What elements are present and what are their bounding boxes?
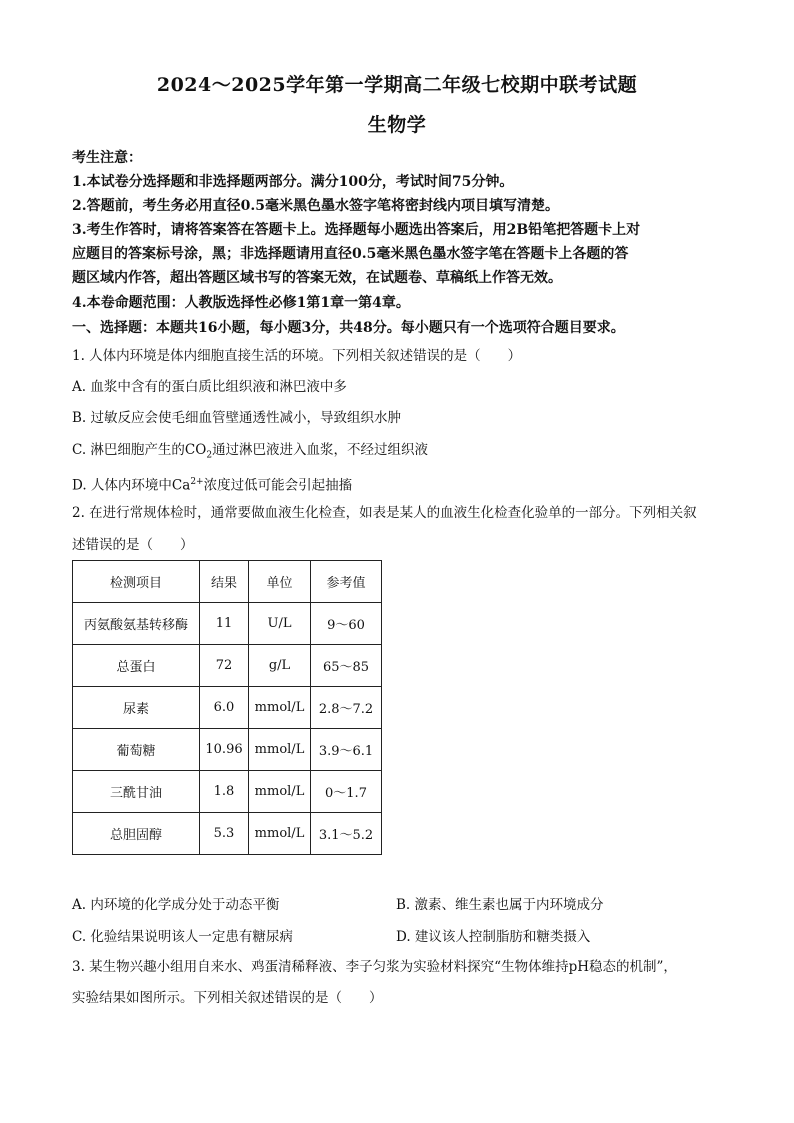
table-cell: mmol/L (249, 771, 311, 813)
question-1-option-d: D. 人体内环境中$Ca^{2+}$浓度过低可能会引起抽搐 (72, 477, 353, 494)
table-cell: 3.9～6.1 (311, 729, 382, 771)
question-3-stem-line2: 实验结果如图所示。下列相关叙述错误的是（ ） (72, 990, 383, 1006)
notice-heading: 考生注意： (72, 150, 142, 166)
lab-results-table (72, 560, 382, 855)
table-row (73, 645, 382, 687)
table-cell: 葡萄糖 (73, 729, 200, 771)
question-1-option-b: B. 过敏反应会使毛细血管壁通透性减小，导致组织水肿 (72, 410, 402, 426)
table-cell: 1.8 (200, 771, 249, 813)
subject-title: 生物学 (367, 114, 427, 136)
table-cell: U/L (249, 603, 311, 645)
exam-title: 2024～2025学年第一学期高二年级七校期中联考试题 (156, 74, 638, 96)
question-2-option-c: C. 化验结果说明该人一定患有糖尿病 (72, 929, 293, 945)
section-heading: 一、选择题：本题共16小题，每小题3分，共48分。每小题只有一个选项符合题目要求。 (72, 320, 625, 336)
notice-item-3: 3.考生作答时，请将答案答在答题卡上。选择题每小题选出答案后，用2B铅笔把答题卡上对 (72, 222, 641, 238)
table-cell: mmol/L (249, 687, 311, 729)
table-row (73, 729, 382, 771)
table-header: 检测项目 (73, 561, 200, 603)
table-cell: 9～60 (311, 603, 382, 645)
table-cell: 2.8～7.2 (311, 687, 382, 729)
question-2-option-d: D. 建议该人控制脂肪和糖类摄入 (396, 929, 591, 945)
table-cell: 6.0 (200, 687, 249, 729)
question-1-option-c: C. 淋巴细胞产生的$CO_2$通过淋巴液进入血浆，不经过组织液 (72, 442, 429, 461)
table-row (73, 603, 382, 645)
notice-item-1: 1.本试卷分选择题和非选择题两部分。满分100分，考试时间75分钟。 (72, 174, 514, 190)
table-cell: 10.96 (200, 729, 249, 771)
table-header-row (73, 561, 382, 603)
notice-item-3-cont2: 题区域内作答，超出答题区域书写的答案无效，在试题卷、草稿纸上作答无效。 (72, 270, 562, 286)
table-cell: 5.3 (200, 813, 249, 855)
table-row (73, 813, 382, 855)
table-cell: 总胆固醇 (73, 813, 200, 855)
table-cell: 72 (200, 645, 249, 687)
table-cell: 丙氨酸氨基转移酶 (73, 603, 200, 645)
table-header: 单位 (249, 561, 311, 603)
table-cell: 3.1～5.2 (311, 813, 382, 855)
table-row (73, 687, 382, 729)
table-cell: mmol/L (249, 729, 311, 771)
table-header: 结果 (200, 561, 249, 603)
question-3-stem-line1: 3. 某生物兴趣小组用自来水、鸡蛋清稀释液、李子匀浆为实验材料探究“生物体维持pH稳态的机制”， (72, 959, 677, 975)
question-2-option-a: A. 内环境的化学成分处于动态平衡 (72, 897, 280, 913)
table-row (73, 771, 382, 813)
notice-item-2: 2.答题前，考生务必用直径0.5毫米黑色墨水签字笔将密封线内项目填写清楚。 (72, 198, 559, 214)
table-cell: mmol/L (249, 813, 311, 855)
question-1-stem: 1. 人体内环境是体内细胞直接生活的环境。下列相关叙述错误的是（ ） (72, 348, 522, 364)
table-header: 参考值 (311, 561, 382, 603)
table-cell: 总蛋白 (73, 645, 200, 687)
table-cell: 65～85 (311, 645, 382, 687)
question-2-stem-line1: 2. 在进行常规体检时，通常要做血液生化检查，如表是某人的血液生化检查化验单的一部分。下列相关叙 (72, 505, 697, 521)
question-2-stem-line2: 述错误的是（ ） (72, 537, 194, 553)
notice-item-4: 4.本卷命题范围：人教版选择性必修1第1章一第4章。 (72, 295, 410, 311)
table-cell: g/L (249, 645, 311, 687)
table-cell: 三酰甘油 (73, 771, 200, 813)
table-cell: 11 (200, 603, 249, 645)
table-cell: 0～1.7 (311, 771, 382, 813)
question-2-option-b: B. 激素、维生素也属于内环境成分 (396, 897, 604, 913)
question-1-option-a: A. 血浆中含有的蛋白质比组织液和淋巴液中多 (72, 379, 347, 395)
table-cell: 尿素 (73, 687, 200, 729)
notice-item-3-cont: 应题目的答案标号涂，黑；非选择题请用直径0.5毫米黑色墨水签字笔在答题卡上各题的答 (72, 246, 629, 262)
